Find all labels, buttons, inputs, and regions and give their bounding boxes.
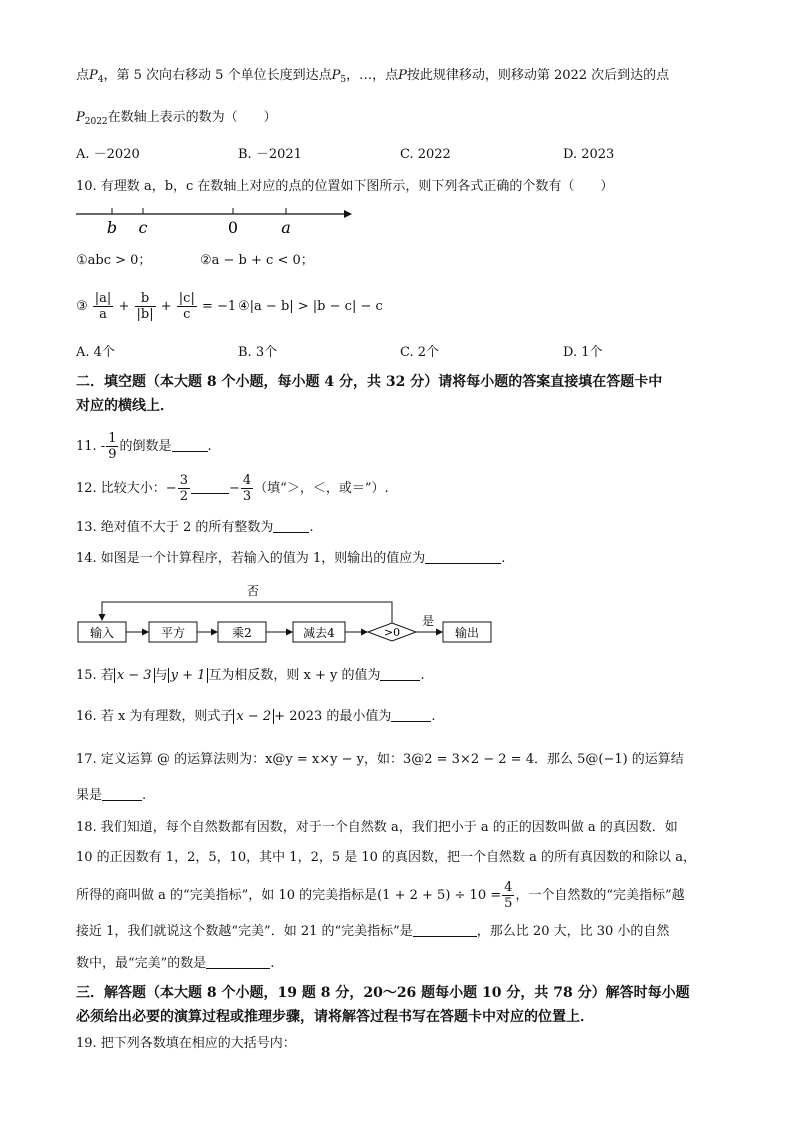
q14-text: 14. 如图是一个计算程序，若输入的值为 1，则输出的值应为: [76, 551, 426, 566]
q12-answer-blank[interactable]: [191, 479, 229, 494]
frac-c-den: c: [183, 307, 191, 322]
q10-item1: ①abc > 0；: [76, 253, 152, 268]
q11-frac: [106, 431, 118, 462]
q15-abs1: x − 3: [114, 668, 155, 683]
q11-end: .: [207, 439, 212, 454]
q16-prefix: 16. 若 x 为有理数，则式子: [76, 709, 234, 724]
q18-frac: [502, 880, 514, 911]
q11-prefix: 11. -: [76, 439, 106, 454]
frac-a-num: |a|: [94, 291, 112, 306]
q12: [76, 471, 389, 507]
label-0: 0: [227, 218, 239, 237]
q10-option-d: D. 1个: [563, 345, 603, 360]
section2-subtitle: 对应的横线上．: [76, 398, 174, 414]
q18-line3: [76, 878, 685, 914]
label-a: a: [281, 218, 291, 237]
q9-line1: [76, 66, 669, 90]
q12-suffix: （填“＞，＜，或＝”）.: [254, 481, 389, 496]
q18-line3-a: 所得的商叫做 a 的“完美指标”，如 10 的完美指标是(1 + 2 + 5) ÷ 10 =: [76, 888, 502, 903]
q9-text-b: ，第 5 次向右移动 5 个单位长度到达点: [103, 68, 332, 83]
frac-b: [135, 291, 156, 322]
q18-line2: 10 的正因数有 1，2，5，10，其中 1，2，5 是 10 的真因数，把一个自然数 a 的所有真因数的和除以 a，: [76, 850, 696, 865]
q13-end: .: [309, 520, 314, 535]
q9-option-a: A. －2020: [76, 147, 140, 162]
point-p2022: P: [76, 110, 85, 125]
q9-line2: [76, 108, 277, 132]
q18-line4-b: ，那么比 20 大，比 30 小的自然: [476, 924, 670, 939]
loop-arrow: [102, 602, 392, 623]
q16-answer-blank[interactable]: [391, 707, 431, 722]
q12-n2: 4: [242, 473, 252, 488]
q11-num: 1: [108, 431, 117, 446]
q9-text-d: 按此规律移动，则移动第 2022 次后到达的点: [406, 68, 670, 83]
q14: [76, 549, 505, 569]
q17-end: .: [142, 788, 147, 803]
point-p4: P: [89, 68, 98, 83]
q18-num: 4: [504, 880, 513, 895]
q15-prefix: 15. 若: [76, 668, 114, 683]
q18-answer-blank-2[interactable]: [206, 954, 270, 969]
q10-option-c: C. 2个: [400, 345, 440, 360]
plus-1: +: [118, 299, 130, 314]
frac-c-num: |c|: [178, 291, 195, 306]
flow-times2-label: 乘2: [232, 626, 252, 640]
section3-title: 三．解答题（本大题 8 个小题，19 题 8 分，20～26 题每小题 10 分，共 78 分）解答时每小题: [76, 985, 690, 1001]
q18-den: 5: [504, 896, 513, 911]
flow-cond-label: >0: [383, 626, 401, 639]
q16: [76, 707, 436, 727]
frac-c: [177, 291, 197, 322]
q17-line2: [76, 786, 146, 806]
q13: [76, 518, 313, 538]
q10-option-a: A. 4个: [76, 345, 115, 360]
point-p2022-sub: 2022: [84, 117, 108, 127]
q18-line4-a: 接近 1，我们就说这个数越“完美”．如 21 的“完美指标”是: [76, 924, 413, 939]
q10-stem: 10. 有理数 a，b，c 在数轴上对应的点的位置如下图所示，则下列各式正确的个数有（ ）: [76, 179, 614, 194]
q12-prefix: 12. 比较大小：−: [76, 481, 177, 496]
q18-line5-end: .: [270, 956, 275, 971]
plus-2: +: [160, 299, 172, 314]
q16-abs: x − 2: [233, 709, 274, 724]
q11: [76, 429, 212, 465]
q15-answer-blank[interactable]: [380, 666, 420, 681]
q18-answer-blank-1[interactable]: [413, 922, 477, 937]
q12-frac1: [178, 473, 190, 504]
q17-line1: 17. 定义运算 @ 的运算法则为：x@y = x×y − y，如：3@2 = 3×2 − 2 = 4．那么 5@(−1) 的运算结: [76, 752, 684, 767]
q12-d1: 2: [179, 489, 188, 504]
item3-prefix: ③: [76, 299, 88, 314]
q10-item2: ②a − b + c < 0；: [200, 253, 314, 268]
number-line: [76, 202, 356, 238]
q18-line5: [76, 954, 274, 974]
q14-answer-blank[interactable]: [425, 549, 501, 564]
q9-text-a: 点: [76, 68, 90, 83]
section2-title: 二．填空题（本大题 8 个小题，每小题 4 分，共 32 分）请将每小题的答案直接填在答题卡中: [76, 374, 663, 390]
q15-end: .: [420, 668, 425, 683]
point-p4-sub: 4: [97, 75, 104, 85]
q15-text: 互为相反数，则 x + y 的值为: [208, 668, 381, 683]
q15: [76, 666, 425, 686]
flow-minus4-label: 减去4: [303, 626, 335, 640]
q12-d2: 3: [242, 489, 252, 504]
q12-mid: −: [228, 481, 240, 496]
q9-option-c: C. 2022: [400, 147, 451, 162]
frac-b-num: b: [135, 291, 156, 307]
q9-option-b: B. －2021: [238, 147, 302, 162]
frac-a-den: a: [99, 307, 107, 322]
label-c: c: [138, 218, 148, 237]
point-p5: P: [331, 68, 341, 83]
q11-suffix: 的倒数是: [119, 439, 172, 454]
q11-den: 9: [108, 447, 117, 462]
q15-mid: 与: [154, 668, 168, 683]
point-p5-sub: 5: [340, 75, 347, 85]
q12-n1: 3: [179, 473, 188, 488]
flow-output-label: 输出: [454, 626, 480, 640]
q17-line2-text: 果是: [76, 788, 103, 803]
q19: 19. 把下列各数填在相应的大括号内：: [76, 1036, 296, 1051]
flow-yes-label: 是: [421, 614, 435, 628]
q17-answer-blank[interactable]: [102, 786, 142, 801]
q9-question: 在数轴上表示的数为（ ）: [107, 110, 277, 125]
q10-item4: ④|a − b| > |b − c| − c: [238, 299, 383, 314]
q11-answer-blank[interactable]: [172, 437, 208, 452]
flow-square-label: 平方: [160, 626, 186, 640]
q18-line5-a: 数中，最“完美”的数是: [76, 956, 207, 971]
q10-option-b: B. 3个: [238, 345, 278, 360]
point-p: P: [398, 68, 407, 83]
q18-line4: [76, 922, 669, 942]
q18-line1: 18. 我们知道，每个自然数都有因数，对于一个自然数 a，我们把小于 a 的正的因数叫做 a 的真因数．如: [76, 820, 678, 835]
flow-no-label: 否: [246, 584, 260, 598]
q15-abs2: y + 1: [168, 668, 209, 683]
q10-item3: [76, 290, 236, 324]
q13-answer-blank[interactable]: [273, 518, 309, 533]
label-b: b: [106, 218, 118, 237]
q14-end: .: [501, 551, 506, 566]
q16-end: .: [431, 709, 436, 724]
q13-text: 13. 绝对值不大于 2 的所有整数为: [76, 520, 274, 535]
q12-frac2: [241, 473, 253, 504]
q9-option-d: D. 2023: [563, 147, 615, 162]
q16-text: + 2023 的最小值为: [274, 709, 392, 724]
arrow-icon: [344, 210, 352, 218]
flowchart: [70, 580, 500, 648]
frac-a: [93, 291, 114, 322]
flow-input-label: 输入: [89, 626, 115, 640]
q18-line3-b: ，一个自然数的“完美指标”越: [515, 888, 685, 903]
item3-eq: = −1: [201, 299, 237, 314]
frac-b-den: |b|: [136, 307, 154, 322]
q9-text-c: ，…，点: [346, 68, 399, 83]
section3-subtitle: 必须给出必要的演算过程或推理步骤，请将解答过程书写在答题卡中对应的位置上．: [76, 1009, 594, 1025]
